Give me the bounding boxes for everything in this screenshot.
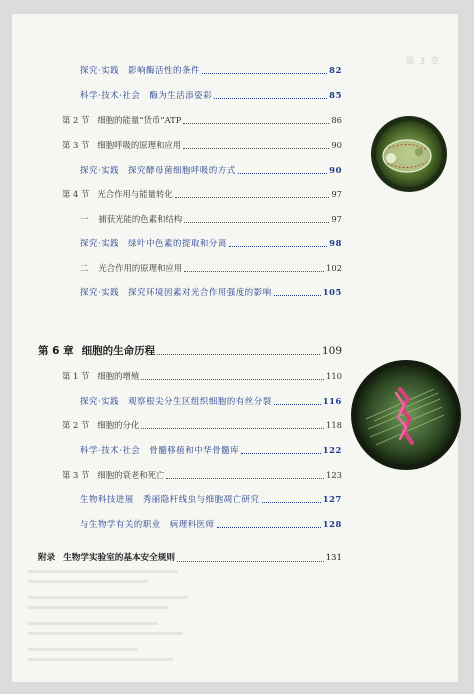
section-entry[interactable]	[62, 370, 342, 382]
leader-dots	[183, 147, 329, 149]
entry-number: 第 2 节	[62, 115, 90, 125]
page-number: 86	[331, 115, 342, 125]
leader-dots	[184, 270, 324, 272]
entry-label: 捕获光能的色素和结构	[98, 214, 183, 224]
leader-dots	[214, 97, 327, 99]
entry-title	[62, 188, 173, 200]
leader-dots	[229, 245, 327, 247]
page-number: 102	[326, 263, 342, 273]
page-number: 131	[325, 553, 342, 563]
leader-dots	[184, 221, 329, 223]
activity-entry[interactable]	[80, 493, 342, 505]
entry-label: 探究·实践 观察根尖分生区组织细胞的有丝分裂	[80, 396, 272, 406]
leader-dots	[274, 403, 321, 405]
leader-dots	[157, 353, 320, 355]
entry-title	[80, 395, 272, 407]
entry-title	[38, 552, 175, 564]
leader-dots	[175, 196, 330, 198]
entry-number: 第 6 章	[38, 345, 74, 357]
leader-dots	[183, 122, 329, 124]
entry-title	[80, 64, 200, 76]
entry-label: 细胞的分化	[97, 420, 140, 430]
entry-label: 细胞呼吸的原理和应用	[97, 140, 182, 150]
entry-label: 科学·技术·社会 酶为生活添姿彩	[80, 90, 213, 100]
section-entry[interactable]	[62, 139, 342, 151]
entry-label: 科学·技术·社会 骨髓移植和中华骨髓库	[80, 445, 240, 455]
entry-label: 光合作用与能量转化	[97, 189, 173, 199]
section-entry[interactable]	[62, 469, 342, 481]
entry-label: 探究·实践 探究环境因素对光合作用强度的影响	[80, 287, 272, 297]
page-number: 110	[326, 371, 342, 381]
leader-dots	[141, 427, 324, 429]
activity-entry[interactable]	[80, 237, 342, 249]
page-number: 118	[326, 420, 342, 430]
page-number: 109	[321, 345, 342, 357]
section-entry[interactable]	[80, 213, 342, 225]
leader-dots	[241, 452, 321, 454]
entry-title	[80, 262, 182, 274]
leader-dots	[202, 72, 327, 74]
leader-dots	[166, 477, 324, 479]
page-number: 116	[322, 396, 342, 406]
page-number: 127	[322, 494, 342, 504]
entry-number: 二	[80, 263, 89, 273]
entry-title	[80, 237, 227, 249]
entry-title	[80, 518, 215, 530]
leader-dots	[274, 294, 321, 296]
entry-number: 附录	[38, 553, 56, 563]
page-number: 90	[329, 165, 342, 175]
leader-dots	[141, 378, 324, 380]
activity-entry[interactable]	[80, 164, 342, 176]
entry-title	[62, 370, 139, 382]
leader-dots	[262, 501, 321, 503]
entry-label: 生物科技进展 秀丽隐杆线虫与细胞凋亡研究	[80, 494, 260, 504]
entry-number: 第 3 节	[62, 140, 90, 150]
section-entry[interactable]	[62, 114, 342, 126]
entry-number: 第 2 节	[62, 420, 90, 430]
entry-title	[80, 213, 182, 225]
book-page	[12, 14, 458, 682]
entry-number: 第 4 节	[62, 189, 90, 199]
section-entry[interactable]	[80, 262, 342, 274]
section-entry[interactable]	[62, 188, 342, 200]
section-entry[interactable]	[62, 419, 342, 431]
entry-title	[80, 89, 212, 101]
entry-title	[80, 164, 236, 176]
page-number: 123	[326, 470, 342, 480]
entry-label: 探究·实践 绿叶中色素的提取和分离	[80, 238, 227, 248]
entry-title	[62, 114, 181, 126]
appendix-entry[interactable]	[38, 552, 342, 564]
entry-title	[80, 286, 272, 298]
entry-label: 与生物学有关的职业 病理科医师	[80, 519, 215, 529]
entry-title	[80, 444, 239, 456]
activity-entry[interactable]	[80, 518, 342, 530]
entry-title	[62, 469, 164, 481]
page-number: 82	[329, 65, 342, 75]
page-number: 85	[329, 90, 342, 100]
page-number: 97	[331, 189, 342, 199]
entry-title	[80, 493, 260, 505]
activity-entry[interactable]	[80, 89, 342, 101]
entry-label: 光合作用的原理和应用	[98, 263, 183, 273]
page-number: 90	[331, 140, 342, 150]
entry-label: 细胞的能量“货币”ATP	[97, 115, 182, 125]
chapter-entry[interactable]	[38, 345, 342, 357]
entry-label: 细胞的生命历程	[81, 345, 156, 357]
entry-title	[38, 345, 155, 357]
page-number: 105	[322, 287, 342, 297]
entry-title	[62, 139, 181, 151]
activity-entry[interactable]	[80, 64, 342, 76]
corner-mark: 第 3 章	[405, 57, 440, 67]
page-number: 128	[322, 519, 342, 529]
page-number: 122	[322, 445, 342, 455]
entry-label: 细胞的增殖	[97, 371, 140, 381]
entry-label: 探究·实践 探究酵母菌细胞呼吸的方式	[80, 165, 236, 175]
leader-dots	[238, 172, 327, 174]
entry-label: 细胞的衰老和死亡	[97, 470, 165, 480]
entry-number: 第 3 节	[62, 470, 90, 480]
leader-dots	[177, 560, 324, 562]
entry-label: 探究·实践 影响酶活性的条件	[80, 65, 200, 75]
page-number: 97	[331, 214, 342, 224]
entry-number: 一	[80, 214, 89, 224]
table-of-contents	[12, 14, 458, 682]
activity-entry[interactable]	[80, 286, 342, 298]
activity-entry[interactable]	[80, 444, 342, 456]
entry-title	[62, 419, 139, 431]
entry-number: 第 1 节	[62, 371, 90, 381]
activity-entry[interactable]	[80, 395, 342, 407]
leader-dots	[217, 526, 321, 528]
entry-label: 生物学实验室的基本安全规则	[63, 553, 175, 563]
page-number: 98	[329, 238, 342, 248]
